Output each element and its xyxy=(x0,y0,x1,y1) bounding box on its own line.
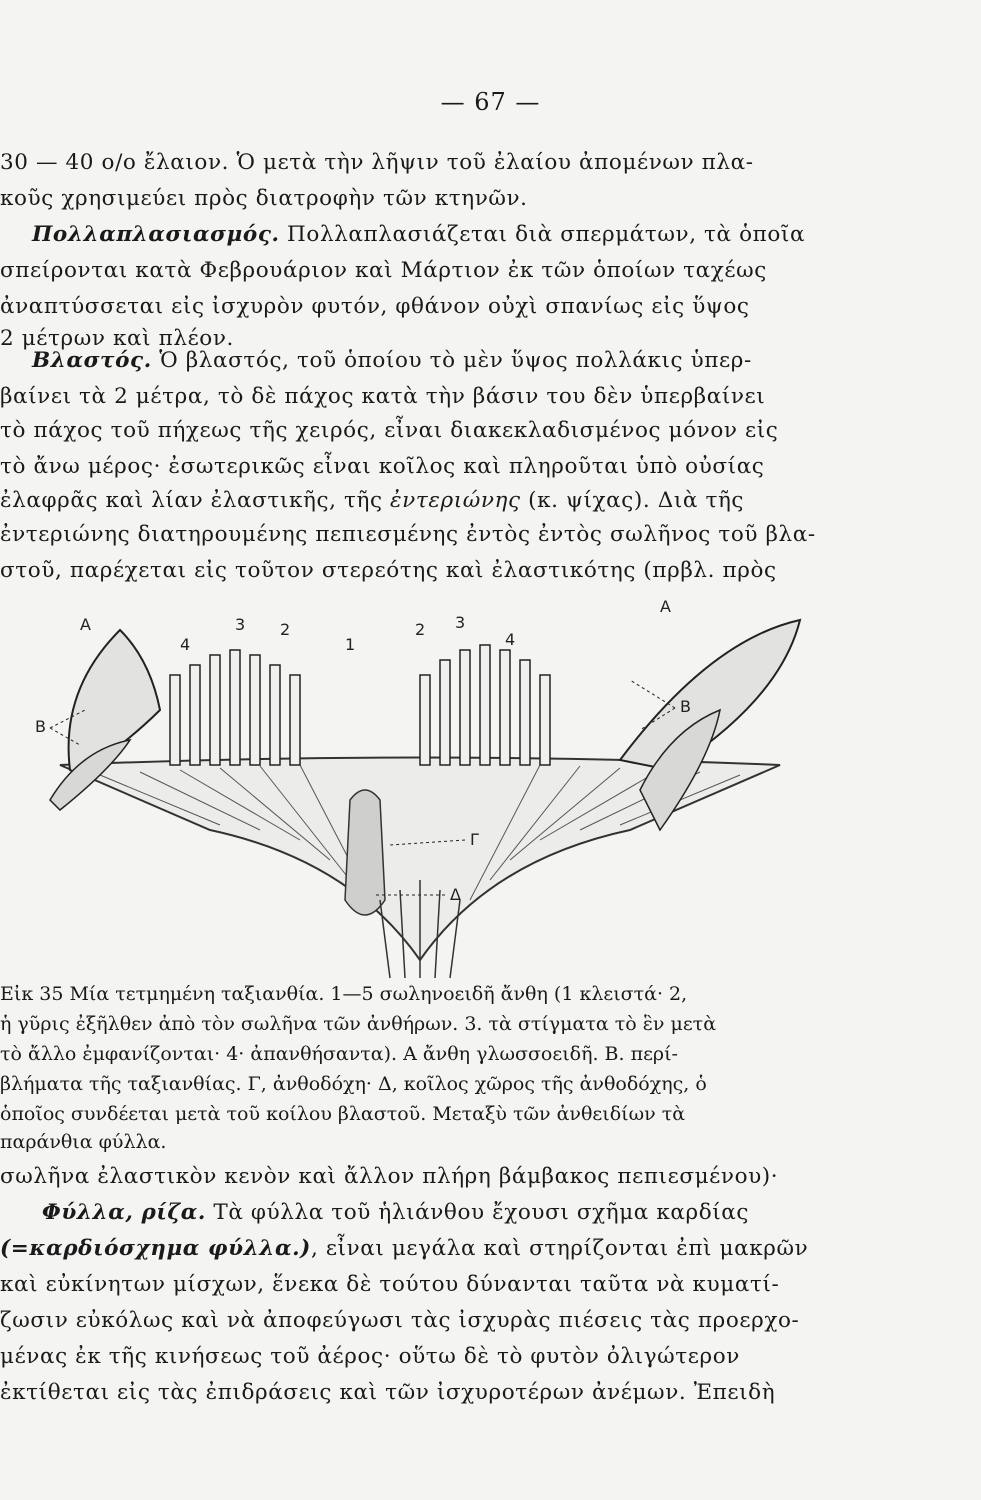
text-span: ἐλαφρᾶς καὶ λίαν ἐλαστικῆς, τῆς xyxy=(0,488,391,513)
text-line: στοῦ, παρέχεται εἰς τοῦτον στερεότης καὶ ἐλαστικότης (πρβλ. πρὸς xyxy=(0,558,777,583)
section-heading: Βλαστός. xyxy=(32,348,152,373)
label-B-left: B xyxy=(35,717,46,736)
label-D: Δ xyxy=(450,885,461,904)
label-A-left: A xyxy=(80,615,91,634)
text-line: κοῦς χρησιμεύει πρὸς διατροφὴν τῶν κτηνῶν. xyxy=(0,186,528,211)
figure-caption-line: τὸ ἄλλο ἐμφανίζονται· 4· ἀπανθήσαντα). Α ἄνθη γλωσσοειδῆ. Β. περί- xyxy=(0,1043,678,1065)
paragraph-start xyxy=(0,344,981,378)
emphasis-term: (=καρδιόσχημα φύλλα.) xyxy=(0,1236,311,1261)
text-line: τὸ πάχος τοῦ πήχεως τῆς χειρός, εἶναι διακεκλαδισμένος μόνον εἰς xyxy=(0,418,779,443)
paragraph-start xyxy=(0,1196,981,1230)
figure-caption-line: βλήματα τῆς ταξιανθίας. Γ, ἀνθοδόχη· Δ, κοῖλος χῶρος τῆς ἀνθοδόχης, ὁ xyxy=(0,1073,707,1095)
text-line: βαίνει τὰ 2 μέτρα, τὸ δὲ πάχος κατὰ τὴν βάσιν του δὲν ὑπερβαίνει xyxy=(0,384,766,409)
label-A-right: A xyxy=(660,600,671,616)
label-2-left: 2 xyxy=(280,620,291,639)
label-3-right: 3 xyxy=(455,613,466,632)
inflorescence-illustration xyxy=(20,600,820,980)
text-line: Ὁ βλαστός, τοῦ ὁποίου τὸ μὲν ὕψος πολλάκις ὑπερ- xyxy=(151,348,752,373)
text-line: σπείρονται κατὰ Φεβρουάριον καὶ Μάρτιον ἐκ τῶν ὁποίων ταχέως xyxy=(0,258,767,283)
label-3-left: 3 xyxy=(235,615,246,634)
label-B-right: B xyxy=(680,697,691,716)
emphasis-term: ἐντεριώνης xyxy=(390,488,521,513)
text-line: μένας ἐκ τῆς κινήσεως τοῦ ἀέρος· οὕτω δὲ τὸ φυτὸν ὀλιγώτερον xyxy=(0,1344,740,1369)
paragraph-start xyxy=(0,218,981,252)
text-line: Τὰ φύλλα τοῦ ἡλιάνθου ἔχουσι σχῆμα καρδίας xyxy=(205,1200,750,1225)
text-line xyxy=(0,1232,981,1266)
text-line: σωλῆνα ἐλαστικὸν κενὸν καὶ ἄλλον πλήρη βάμβακος πεπιεσμένου)· xyxy=(0,1164,779,1189)
label-4-right: 4 xyxy=(505,630,516,649)
text-line: ἐντεριώνης διατηρουμένης πεπιεσμένης ἐντὸς ἐντὸς σωλῆνος τοῦ βλα- xyxy=(0,522,816,547)
text-line: καὶ εὐκίνητων μίσχων, ἕνεκα δὲ τούτου δύνανται ταῦτα νὰ κυματί- xyxy=(0,1272,780,1297)
text-line: ἀναπτύσσεται εἰς ἰσχυρὸν φυτόν, φθάνον οὐχὶ σπανίως εἰς ὕψος xyxy=(0,294,750,319)
figure-caption-line: ὁποῖος συνδέεται μετὰ τοῦ κοίλου βλαστοῦ. Μεταξὺ τῶν ἀνθειδίων τὰ xyxy=(0,1103,686,1125)
text-line: ἐκτίθεται εἰς τὰς ἐπιδράσεις καὶ τῶν ἰσχυροτέρων ἀνέμων. Ἐπειδὴ xyxy=(0,1380,776,1405)
text-line: Πολλαπλασιάζεται διὰ σπερμάτων, τὰ ὁποῖα xyxy=(279,222,806,247)
text-line xyxy=(0,484,981,518)
section-heading: Πολλαπλασιασμός. xyxy=(32,222,280,247)
ray-floret-right xyxy=(620,620,800,770)
text-line: τὸ ἄνω μέρος· ἐσωτερικῶς εἶναι κοῖλος καὶ πληροῦται ὑπὸ οὐσίας xyxy=(0,454,765,479)
label-1: 1 xyxy=(345,635,356,654)
figure-caption-line: Εἰκ 35 Μία τετμημένη ταξιανθία. 1—5 σωληνοειδῆ ἄνθη (1 κλειστά· 2, xyxy=(0,983,688,1005)
label-G: Γ xyxy=(470,830,479,849)
text-line: ζωσιν εὐκόλως καὶ νὰ ἀποφεύγωσι τὰς ἰσχυρὰς πιέσεις τὰς προερχο- xyxy=(0,1308,800,1333)
inflorescence-drawing xyxy=(20,600,820,980)
section-heading: Φύλλα, ρίζα. xyxy=(42,1200,206,1225)
figure-caption-line: παράνθια φύλλα. xyxy=(0,1131,167,1153)
label-4-left: 4 xyxy=(180,635,191,654)
tubular-florets xyxy=(170,645,550,765)
hollow-cavity xyxy=(345,790,385,915)
page-number: — 67 — xyxy=(440,88,541,116)
text-span: , εἶναι μεγάλα καὶ στηρίζονται ἐπὶ μακρῶν xyxy=(310,1236,809,1261)
text-line: 30 — 40 ο/ο ἔλαιον. Ὁ μετὰ τὴν λῆψιν τοῦ ἐλαίου ἀπομένων πλα- xyxy=(0,150,754,175)
label-2-right: 2 xyxy=(415,620,426,639)
figure-caption-line: ἡ γῦρις ἐξῆλθεν ἀπὸ τὸν σωλῆνα τῶν ἀνθήρων. 3. τὰ στίγματα τὸ ἓν μετὰ xyxy=(0,1013,717,1035)
text-span: (κ. ψίχας). Διὰ τῆς xyxy=(520,488,745,513)
text-line: 2 μέτρων καὶ πλέον. xyxy=(0,326,234,351)
